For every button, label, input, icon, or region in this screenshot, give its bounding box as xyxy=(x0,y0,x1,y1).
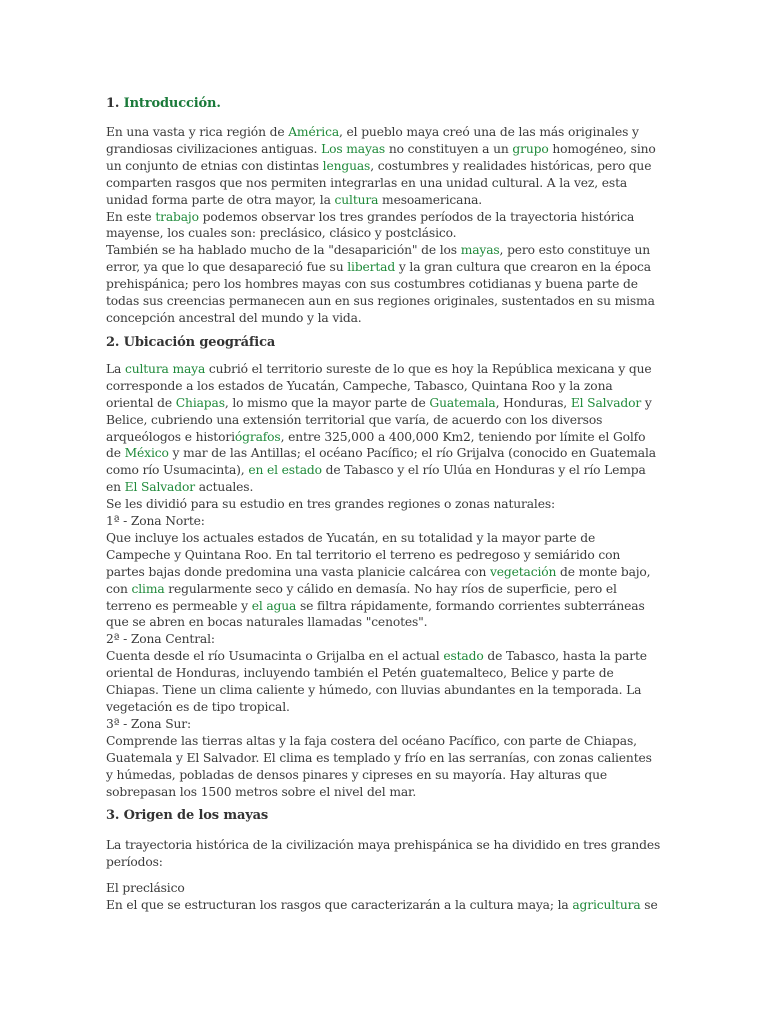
inline-link[interactable]: agricultura xyxy=(572,898,641,913)
inline-link[interactable]: en el estado xyxy=(248,463,322,478)
inline-link[interactable]: vegetación xyxy=(489,564,557,579)
ubicacion-paragraph-1: La cultura maya cubrió el territorio sureste de lo que es hoy la República mexicana y que corresponde a los estados de Yucatán, Campeche, Tabasco, Quintana Roo y la zona oriental de Chiapas, lo mismo que la mayor parte de Guatemala, Honduras, El Salvador y Belice, cubriendo una extensión territorial que varía, de acuerdo con los diversos arqueólogos e historiógrafos, entre 325,000 a 400,000 Km2, teniendo por límite el Golfo de México y mar de las Antillas; el océano Pacífico; el río Grijalva (conocido en Guatemala como río Usumacinta), en el estado de Tabasco y el río Ulúa en Honduras y el río Lempa en El Salvador actuales. xyxy=(106,361,656,495)
inline-link[interactable]: grupo xyxy=(512,141,549,156)
zone-central-text: Cuenta desde el río Usumacinta o Grijalba en el actual estado de Tabasco, hasta la parte oriental de Honduras, incluyendo también el Petén guatemalteco, Belice y parte de Chiapas. Tiene un clima caliente y húmedo, con lluvias abundantes en la temporada. La vegetación es de tipo tropical. xyxy=(106,649,647,714)
heading-introduccion xyxy=(106,95,662,113)
intro-paragraph-3: También se ha hablado mucho de la "desaparición" de los mayas, pero esto constituye un error, ya que lo que desapareció fue su libertad y la gran cultura que crearon en la época prehispánica; pero los hombres mayas con sus costumbres cotidianas y buena parte de todas sus creencias permanecen aun en sus regiones originales, sustentados en su misma concepción ancestral del mundo y la vida. xyxy=(106,243,655,325)
inline-link[interactable]: Guatemala xyxy=(429,395,496,410)
ubicacion-paragraph-2: Se les dividió para su estudio en tres grandes regiones o zonas naturales: xyxy=(106,497,555,512)
zone-sur-text: Comprende las tierras altas y la faja costera del océano Pacífico, con parte de Chiapas, Guatemala y El Salvador. El clima es templado y frío en las serranías, con zonas calientes y húmedas, pobladas de densos pinares y cipreses en su mayoría. Hay alturas que sobrepasan los 1500 metros sobre el nivel del mar. xyxy=(106,733,652,799)
origen-paragraph-2: En el que se estructuran los rasgos que caracterizarán a la cultura maya; la agricultura se xyxy=(106,898,658,913)
inline-link[interactable]: El Salvador xyxy=(124,480,195,495)
zone-sur-label: 3ª - Zona Sur: xyxy=(106,716,192,731)
inline-link[interactable]: el agua xyxy=(251,598,297,613)
inline-link[interactable]: mayas xyxy=(460,243,500,258)
inline-link[interactable]: libertad xyxy=(347,260,396,275)
zone-norte-text: Que incluye los actuales estados de Yucatán, en su totalidad y la mayor parte de Campeche y Quintana Roo. En tal territorio el terreno es pedregoso y semiárido con partes bajas donde predomina una vasta planicie calcárea con vegetación de monte bajo, con clima regularmente seco y cálido en demasía. No hay ríos de superficie, pero el terreno es permeable y el agua se filtra rápidamente, formando corrientes subterráneas que se abren en bocas naturales llamadas "cenotes". xyxy=(106,530,651,630)
inline-link[interactable]: Chiapas xyxy=(175,395,225,410)
inline-link[interactable]: El Salvador xyxy=(570,395,642,410)
inline-link[interactable]: América xyxy=(288,125,340,139)
inline-link[interactable]: clima xyxy=(131,581,165,596)
heading-number: 1. xyxy=(106,96,120,111)
intro-paragraph-1: En una vasta y rica región de América, el pueblo maya creó una de las más originales y grandiosas civilizaciones antiguas. Los mayas no constituyen a un grupo homogéneo, sino un conjunto de etnias con distintas lenguas, costumbres y realidades históricas, pero que comparten rasgos que nos permiten integrarlas en una unidad cultural. A la vez, esta unidad forma parte de otra mayor, la cultura mesoamericana. xyxy=(106,125,656,207)
inline-link[interactable]: trabajo xyxy=(155,209,199,224)
zone-norte-label: 1ª - Zona Norte: xyxy=(106,514,205,529)
origen-paragraph-1: La trayectoria histórica de la civilización maya prehispánica se ha dividido en tres grandes períodos: xyxy=(106,838,661,870)
inline-link[interactable]: México xyxy=(124,446,169,461)
subheading-preclasico: El preclásico xyxy=(106,881,185,896)
heading-ubicacion: 2. Ubicación geográfica xyxy=(106,334,276,350)
inline-link[interactable]: lenguas xyxy=(322,158,371,173)
inline-link[interactable]: cultura xyxy=(334,192,379,207)
inline-link[interactable]: estado xyxy=(443,649,484,664)
inline-link[interactable]: cultura maya xyxy=(124,361,206,376)
zone-central-label: 2ª - Zona Central: xyxy=(106,632,215,647)
inline-link[interactable]: Los mayas xyxy=(321,141,386,156)
heading-title: Introducción. xyxy=(123,96,221,111)
intro-paragraph-2: En este trabajo podemos observar los tres grandes períodos de la trayectoria histórica mayense, los cuales son: preclásico, clásico y postclásico. xyxy=(106,209,635,241)
heading-origen: 3. Origen de los mayas xyxy=(106,808,269,824)
inline-link[interactable]: ógrafos xyxy=(234,429,281,444)
document-body xyxy=(106,95,662,914)
